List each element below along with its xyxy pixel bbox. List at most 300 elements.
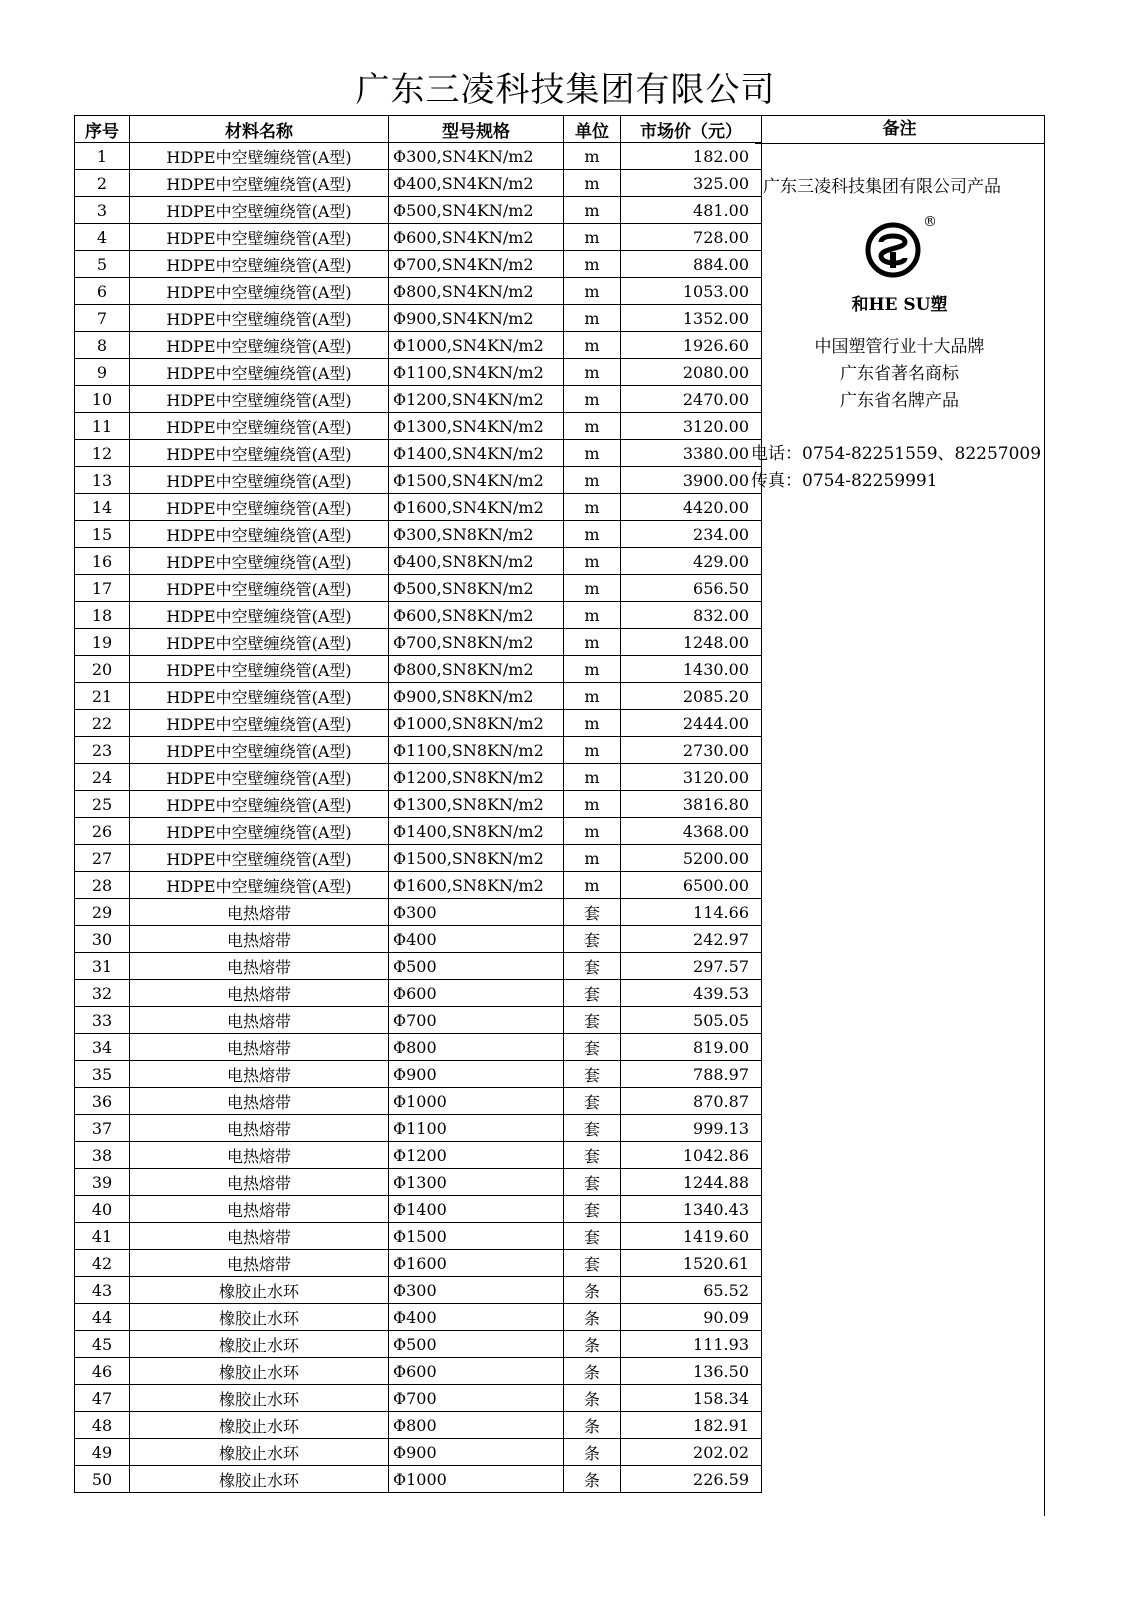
remark-product-of: 广东三凌科技集团有限公司产品 bbox=[763, 177, 1001, 197]
row-name: HDPE中空壁缠绕管(A型) bbox=[130, 251, 389, 278]
row-price: 2470.00 bbox=[621, 386, 762, 413]
table-row bbox=[75, 1277, 762, 1304]
row-name: HDPE中空壁缠绕管(A型) bbox=[130, 629, 389, 656]
row-spec: Φ1500,SN4KN/m2 bbox=[389, 467, 564, 494]
header-name: 材料名称 bbox=[130, 116, 389, 143]
price-table-frame bbox=[74, 115, 762, 1493]
row-name: 电热熔带 bbox=[130, 1169, 389, 1196]
row-price: 90.09 bbox=[621, 1304, 762, 1331]
row-name: 电热熔带 bbox=[130, 1142, 389, 1169]
row-unit: m bbox=[564, 467, 621, 494]
row-name: HDPE中空壁缠绕管(A型) bbox=[130, 305, 389, 332]
table-row bbox=[75, 359, 762, 386]
row-name: HDPE中空壁缠绕管(A型) bbox=[130, 737, 389, 764]
row-no: 50 bbox=[75, 1466, 130, 1493]
row-unit: 条 bbox=[564, 1466, 621, 1493]
table-row bbox=[75, 1439, 762, 1466]
row-spec: Φ1000 bbox=[389, 1466, 564, 1493]
row-no: 41 bbox=[75, 1223, 130, 1250]
table-row bbox=[75, 1034, 762, 1061]
row-spec: Φ300 bbox=[389, 1277, 564, 1304]
row-price: 1042.86 bbox=[621, 1142, 762, 1169]
row-unit: m bbox=[564, 305, 621, 332]
row-spec: Φ400 bbox=[389, 1304, 564, 1331]
table-row bbox=[75, 1115, 762, 1142]
row-price: 1352.00 bbox=[621, 305, 762, 332]
row-spec: Φ400,SN4KN/m2 bbox=[389, 170, 564, 197]
row-no: 21 bbox=[75, 683, 130, 710]
row-spec: Φ700,SN8KN/m2 bbox=[389, 629, 564, 656]
row-no: 1 bbox=[75, 143, 130, 170]
row-unit: 条 bbox=[564, 1385, 621, 1412]
row-unit: 条 bbox=[564, 1277, 621, 1304]
row-name: 橡胶止水环 bbox=[130, 1439, 389, 1466]
table-row bbox=[75, 278, 762, 305]
row-no: 49 bbox=[75, 1439, 130, 1466]
remark-honor-1: 中国塑管行业十大品牌 bbox=[814, 337, 985, 357]
row-unit: m bbox=[564, 494, 621, 521]
row-price: 202.02 bbox=[621, 1439, 762, 1466]
row-name: HDPE中空壁缠绕管(A型) bbox=[130, 818, 389, 845]
row-spec: Φ900 bbox=[389, 1439, 564, 1466]
row-no: 16 bbox=[75, 548, 130, 575]
remark-column bbox=[751, 115, 1045, 1516]
row-unit: 套 bbox=[564, 926, 621, 953]
row-spec: Φ800 bbox=[389, 1412, 564, 1439]
table-row bbox=[75, 224, 762, 251]
table-row bbox=[75, 656, 762, 683]
table-row bbox=[75, 1358, 762, 1385]
row-price: 1430.00 bbox=[621, 656, 762, 683]
row-price: 4368.00 bbox=[621, 818, 762, 845]
row-unit: 条 bbox=[564, 1304, 621, 1331]
row-unit: 套 bbox=[564, 1007, 621, 1034]
row-unit: m bbox=[564, 170, 621, 197]
row-unit: 条 bbox=[564, 1439, 621, 1466]
row-spec: Φ800 bbox=[389, 1034, 564, 1061]
table-row bbox=[75, 1169, 762, 1196]
row-spec: Φ900,SN8KN/m2 bbox=[389, 683, 564, 710]
row-price: 6500.00 bbox=[621, 872, 762, 899]
row-no: 48 bbox=[75, 1412, 130, 1439]
row-name: 电热熔带 bbox=[130, 1115, 389, 1142]
row-name: HDPE中空壁缠绕管(A型) bbox=[130, 791, 389, 818]
row-price: 2444.00 bbox=[621, 710, 762, 737]
row-unit: m bbox=[564, 791, 621, 818]
table-row bbox=[75, 899, 762, 926]
row-no: 27 bbox=[75, 845, 130, 872]
table-row bbox=[75, 143, 762, 170]
row-no: 12 bbox=[75, 440, 130, 467]
row-spec: Φ1200,SN4KN/m2 bbox=[389, 386, 564, 413]
row-unit: m bbox=[564, 737, 621, 764]
row-no: 30 bbox=[75, 926, 130, 953]
row-no: 14 bbox=[75, 494, 130, 521]
table-row bbox=[75, 548, 762, 575]
remark-honor-3: 广东省名牌产品 bbox=[840, 391, 959, 411]
row-no: 47 bbox=[75, 1385, 130, 1412]
table-row bbox=[75, 926, 762, 953]
row-unit: m bbox=[564, 683, 621, 710]
table-row bbox=[75, 1304, 762, 1331]
row-no: 4 bbox=[75, 224, 130, 251]
row-name: HDPE中空壁缠绕管(A型) bbox=[130, 467, 389, 494]
header-no: 序号 bbox=[75, 116, 130, 143]
row-name: HDPE中空壁缠绕管(A型) bbox=[130, 575, 389, 602]
row-unit: m bbox=[564, 818, 621, 845]
row-unit: 套 bbox=[564, 1223, 621, 1250]
table-row bbox=[75, 602, 762, 629]
row-price: 2080.00 bbox=[621, 359, 762, 386]
row-no: 37 bbox=[75, 1115, 130, 1142]
table-row bbox=[75, 386, 762, 413]
row-name: HDPE中空壁缠绕管(A型) bbox=[130, 845, 389, 872]
table-row bbox=[75, 1250, 762, 1277]
row-name: HDPE中空壁缠绕管(A型) bbox=[130, 413, 389, 440]
row-price: 439.53 bbox=[621, 980, 762, 1007]
row-unit: m bbox=[564, 440, 621, 467]
row-price: 1244.88 bbox=[621, 1169, 762, 1196]
remark-honor-2: 广东省著名商标 bbox=[840, 364, 959, 384]
row-price: 884.00 bbox=[621, 251, 762, 278]
row-price: 325.00 bbox=[621, 170, 762, 197]
price-table bbox=[74, 115, 762, 1493]
row-price: 226.59 bbox=[621, 1466, 762, 1493]
row-price: 1340.43 bbox=[621, 1196, 762, 1223]
table-row bbox=[75, 791, 762, 818]
row-spec: Φ1600,SN8KN/m2 bbox=[389, 872, 564, 899]
row-unit: 套 bbox=[564, 1115, 621, 1142]
row-unit: 套 bbox=[564, 980, 621, 1007]
row-price: 242.97 bbox=[621, 926, 762, 953]
row-no: 7 bbox=[75, 305, 130, 332]
row-unit: 套 bbox=[564, 1250, 621, 1277]
row-no: 8 bbox=[75, 332, 130, 359]
table-row bbox=[75, 197, 762, 224]
row-spec: Φ1500 bbox=[389, 1223, 564, 1250]
row-price: 3816.80 bbox=[621, 791, 762, 818]
row-price: 114.66 bbox=[621, 899, 762, 926]
logo-text: 和HE SU塑 bbox=[851, 295, 948, 315]
row-name: HDPE中空壁缠绕管(A型) bbox=[130, 170, 389, 197]
row-no: 44 bbox=[75, 1304, 130, 1331]
row-unit: 条 bbox=[564, 1412, 621, 1439]
table-row bbox=[75, 629, 762, 656]
table-row bbox=[75, 413, 762, 440]
row-price: 3120.00 bbox=[621, 764, 762, 791]
row-name: 橡胶止水环 bbox=[130, 1466, 389, 1493]
row-no: 15 bbox=[75, 521, 130, 548]
row-no: 10 bbox=[75, 386, 130, 413]
row-spec: Φ300,SN8KN/m2 bbox=[389, 521, 564, 548]
table-row bbox=[75, 170, 762, 197]
row-no: 31 bbox=[75, 953, 130, 980]
row-unit: m bbox=[564, 359, 621, 386]
row-price: 3380.00 bbox=[621, 440, 762, 467]
row-name: 电热熔带 bbox=[130, 926, 389, 953]
row-spec: Φ1300,SN4KN/m2 bbox=[389, 413, 564, 440]
row-price: 65.52 bbox=[621, 1277, 762, 1304]
remark-phone: 电话：0754-82251559、82257009 bbox=[751, 444, 1042, 464]
row-spec: Φ500 bbox=[389, 953, 564, 980]
row-no: 28 bbox=[75, 872, 130, 899]
row-name: 橡胶止水环 bbox=[130, 1304, 389, 1331]
row-name: HDPE中空壁缠绕管(A型) bbox=[130, 332, 389, 359]
row-spec: Φ900 bbox=[389, 1061, 564, 1088]
row-price: 158.34 bbox=[621, 1385, 762, 1412]
row-name: 电热熔带 bbox=[130, 1088, 389, 1115]
row-price: 481.00 bbox=[621, 197, 762, 224]
row-name: 电热熔带 bbox=[130, 980, 389, 1007]
row-no: 34 bbox=[75, 1034, 130, 1061]
row-unit: m bbox=[564, 224, 621, 251]
row-spec: Φ1500,SN8KN/m2 bbox=[389, 845, 564, 872]
row-no: 22 bbox=[75, 710, 130, 737]
row-name: HDPE中空壁缠绕管(A型) bbox=[130, 197, 389, 224]
row-spec: Φ1000,SN8KN/m2 bbox=[389, 710, 564, 737]
row-price: 136.50 bbox=[621, 1358, 762, 1385]
row-name: HDPE中空壁缠绕管(A型) bbox=[130, 710, 389, 737]
row-price: 1926.60 bbox=[621, 332, 762, 359]
row-price: 819.00 bbox=[621, 1034, 762, 1061]
row-price: 999.13 bbox=[621, 1115, 762, 1142]
row-spec: Φ500,SN8KN/m2 bbox=[389, 575, 564, 602]
row-price: 182.91 bbox=[621, 1412, 762, 1439]
row-spec: Φ1400 bbox=[389, 1196, 564, 1223]
table-row bbox=[75, 1331, 762, 1358]
row-spec: Φ600 bbox=[389, 980, 564, 1007]
row-no: 23 bbox=[75, 737, 130, 764]
row-no: 38 bbox=[75, 1142, 130, 1169]
row-spec: Φ700,SN4KN/m2 bbox=[389, 251, 564, 278]
table-row bbox=[75, 494, 762, 521]
row-name: 电热熔带 bbox=[130, 1061, 389, 1088]
row-unit: 套 bbox=[564, 1142, 621, 1169]
row-unit: m bbox=[564, 629, 621, 656]
row-no: 5 bbox=[75, 251, 130, 278]
header-price: 市场价（元） bbox=[621, 116, 762, 143]
table-row bbox=[75, 440, 762, 467]
row-price: 832.00 bbox=[621, 602, 762, 629]
row-no: 46 bbox=[75, 1358, 130, 1385]
row-unit: 套 bbox=[564, 899, 621, 926]
row-no: 25 bbox=[75, 791, 130, 818]
row-spec: Φ1200 bbox=[389, 1142, 564, 1169]
row-unit: m bbox=[564, 197, 621, 224]
row-unit: m bbox=[564, 872, 621, 899]
table-row bbox=[75, 737, 762, 764]
row-name: 电热熔带 bbox=[130, 1250, 389, 1277]
header-remark: 备注 bbox=[755, 116, 1044, 144]
table-row bbox=[75, 1088, 762, 1115]
table-header-row bbox=[75, 116, 762, 143]
row-spec: Φ1600 bbox=[389, 1250, 564, 1277]
hesu-logo-icon bbox=[865, 222, 921, 278]
row-unit: m bbox=[564, 413, 621, 440]
row-unit: m bbox=[564, 710, 621, 737]
row-name: 电热熔带 bbox=[130, 1223, 389, 1250]
row-name: 电热熔带 bbox=[130, 1034, 389, 1061]
row-price: 1248.00 bbox=[621, 629, 762, 656]
row-price: 870.87 bbox=[621, 1088, 762, 1115]
row-spec: Φ1600,SN4KN/m2 bbox=[389, 494, 564, 521]
table-row bbox=[75, 818, 762, 845]
row-spec: Φ800,SN8KN/m2 bbox=[389, 656, 564, 683]
row-unit: m bbox=[564, 143, 621, 170]
row-no: 35 bbox=[75, 1061, 130, 1088]
row-unit: 套 bbox=[564, 1196, 621, 1223]
table-row bbox=[75, 764, 762, 791]
row-price: 5200.00 bbox=[621, 845, 762, 872]
row-name: HDPE中空壁缠绕管(A型) bbox=[130, 872, 389, 899]
row-spec: Φ600,SN4KN/m2 bbox=[389, 224, 564, 251]
row-spec: Φ300,SN4KN/m2 bbox=[389, 143, 564, 170]
row-no: 36 bbox=[75, 1088, 130, 1115]
row-price: 2085.20 bbox=[621, 683, 762, 710]
row-name: 橡胶止水环 bbox=[130, 1331, 389, 1358]
table-row bbox=[75, 710, 762, 737]
row-price: 1419.60 bbox=[621, 1223, 762, 1250]
row-spec: Φ800,SN4KN/m2 bbox=[389, 278, 564, 305]
row-name: HDPE中空壁缠绕管(A型) bbox=[130, 683, 389, 710]
table-row bbox=[75, 1061, 762, 1088]
row-spec: Φ400,SN8KN/m2 bbox=[389, 548, 564, 575]
row-name: 电热熔带 bbox=[130, 953, 389, 980]
row-name: 电热熔带 bbox=[130, 1007, 389, 1034]
row-price: 2730.00 bbox=[621, 737, 762, 764]
row-name: 橡胶止水环 bbox=[130, 1277, 389, 1304]
row-name: HDPE中空壁缠绕管(A型) bbox=[130, 386, 389, 413]
table-row bbox=[75, 683, 762, 710]
row-name: HDPE中空壁缠绕管(A型) bbox=[130, 656, 389, 683]
row-no: 24 bbox=[75, 764, 130, 791]
row-price: 505.05 bbox=[621, 1007, 762, 1034]
row-name: 橡胶止水环 bbox=[130, 1385, 389, 1412]
row-no: 42 bbox=[75, 1250, 130, 1277]
registered-mark: ® bbox=[923, 214, 937, 230]
row-unit: m bbox=[564, 386, 621, 413]
table-row bbox=[75, 1385, 762, 1412]
row-no: 13 bbox=[75, 467, 130, 494]
table-row bbox=[75, 953, 762, 980]
row-name: HDPE中空壁缠绕管(A型) bbox=[130, 359, 389, 386]
row-spec: Φ1100 bbox=[389, 1115, 564, 1142]
row-spec: Φ600 bbox=[389, 1358, 564, 1385]
row-name: 橡胶止水环 bbox=[130, 1358, 389, 1385]
table-row bbox=[75, 1142, 762, 1169]
table-row bbox=[75, 1007, 762, 1034]
row-price: 182.00 bbox=[621, 143, 762, 170]
table-row bbox=[75, 872, 762, 899]
row-no: 43 bbox=[75, 1277, 130, 1304]
table-row bbox=[75, 1223, 762, 1250]
remark-fax: 传真：0754-82259991 bbox=[751, 471, 938, 491]
row-no: 32 bbox=[75, 980, 130, 1007]
row-spec: Φ900,SN4KN/m2 bbox=[389, 305, 564, 332]
row-spec: Φ700 bbox=[389, 1007, 564, 1034]
row-spec: Φ1100,SN4KN/m2 bbox=[389, 359, 564, 386]
row-price: 3900.00 bbox=[621, 467, 762, 494]
row-no: 18 bbox=[75, 602, 130, 629]
row-price: 297.57 bbox=[621, 953, 762, 980]
row-price: 728.00 bbox=[621, 224, 762, 251]
table-row bbox=[75, 305, 762, 332]
row-spec: Φ1400,SN8KN/m2 bbox=[389, 818, 564, 845]
row-no: 39 bbox=[75, 1169, 130, 1196]
table-row bbox=[75, 980, 762, 1007]
page-title: 广东三凌科技集团有限公司 bbox=[355, 70, 776, 110]
row-unit: m bbox=[564, 656, 621, 683]
row-price: 429.00 bbox=[621, 548, 762, 575]
row-no: 33 bbox=[75, 1007, 130, 1034]
row-unit: 套 bbox=[564, 1088, 621, 1115]
row-no: 45 bbox=[75, 1331, 130, 1358]
table-row bbox=[75, 1466, 762, 1493]
table-row bbox=[75, 332, 762, 359]
header-spec: 型号规格 bbox=[389, 116, 564, 143]
row-unit: 条 bbox=[564, 1331, 621, 1358]
row-spec: Φ1100,SN8KN/m2 bbox=[389, 737, 564, 764]
row-price: 234.00 bbox=[621, 521, 762, 548]
row-unit: m bbox=[564, 521, 621, 548]
table-row bbox=[75, 1412, 762, 1439]
row-no: 19 bbox=[75, 629, 130, 656]
row-no: 3 bbox=[75, 197, 130, 224]
table-row bbox=[75, 845, 762, 872]
row-spec: Φ500,SN4KN/m2 bbox=[389, 197, 564, 224]
row-spec: Φ600,SN8KN/m2 bbox=[389, 602, 564, 629]
row-no: 29 bbox=[75, 899, 130, 926]
row-no: 6 bbox=[75, 278, 130, 305]
header-unit: 单位 bbox=[564, 116, 621, 143]
row-no: 11 bbox=[75, 413, 130, 440]
row-price: 656.50 bbox=[621, 575, 762, 602]
row-unit: 套 bbox=[564, 1061, 621, 1088]
table-row bbox=[75, 251, 762, 278]
row-unit: m bbox=[564, 575, 621, 602]
row-price: 111.93 bbox=[621, 1331, 762, 1358]
row-unit: m bbox=[564, 602, 621, 629]
row-unit: 套 bbox=[564, 1169, 621, 1196]
row-price: 1053.00 bbox=[621, 278, 762, 305]
row-no: 40 bbox=[75, 1196, 130, 1223]
row-no: 17 bbox=[75, 575, 130, 602]
row-name: 电热熔带 bbox=[130, 899, 389, 926]
row-spec: Φ700 bbox=[389, 1385, 564, 1412]
row-name: HDPE中空壁缠绕管(A型) bbox=[130, 440, 389, 467]
row-name: 橡胶止水环 bbox=[130, 1412, 389, 1439]
table-row bbox=[75, 521, 762, 548]
row-spec: Φ400 bbox=[389, 926, 564, 953]
table-body bbox=[75, 143, 762, 1493]
row-unit: 条 bbox=[564, 1358, 621, 1385]
row-price: 1520.61 bbox=[621, 1250, 762, 1277]
row-unit: m bbox=[564, 845, 621, 872]
row-unit: m bbox=[564, 548, 621, 575]
row-unit: m bbox=[564, 332, 621, 359]
table-row bbox=[75, 575, 762, 602]
row-price: 4420.00 bbox=[621, 494, 762, 521]
row-name: HDPE中空壁缠绕管(A型) bbox=[130, 224, 389, 251]
row-price: 3120.00 bbox=[621, 413, 762, 440]
row-unit: 套 bbox=[564, 1034, 621, 1061]
row-unit: m bbox=[564, 278, 621, 305]
row-spec: Φ1400,SN4KN/m2 bbox=[389, 440, 564, 467]
row-spec: Φ500 bbox=[389, 1331, 564, 1358]
row-name: HDPE中空壁缠绕管(A型) bbox=[130, 143, 389, 170]
row-no: 26 bbox=[75, 818, 130, 845]
row-name: HDPE中空壁缠绕管(A型) bbox=[130, 602, 389, 629]
